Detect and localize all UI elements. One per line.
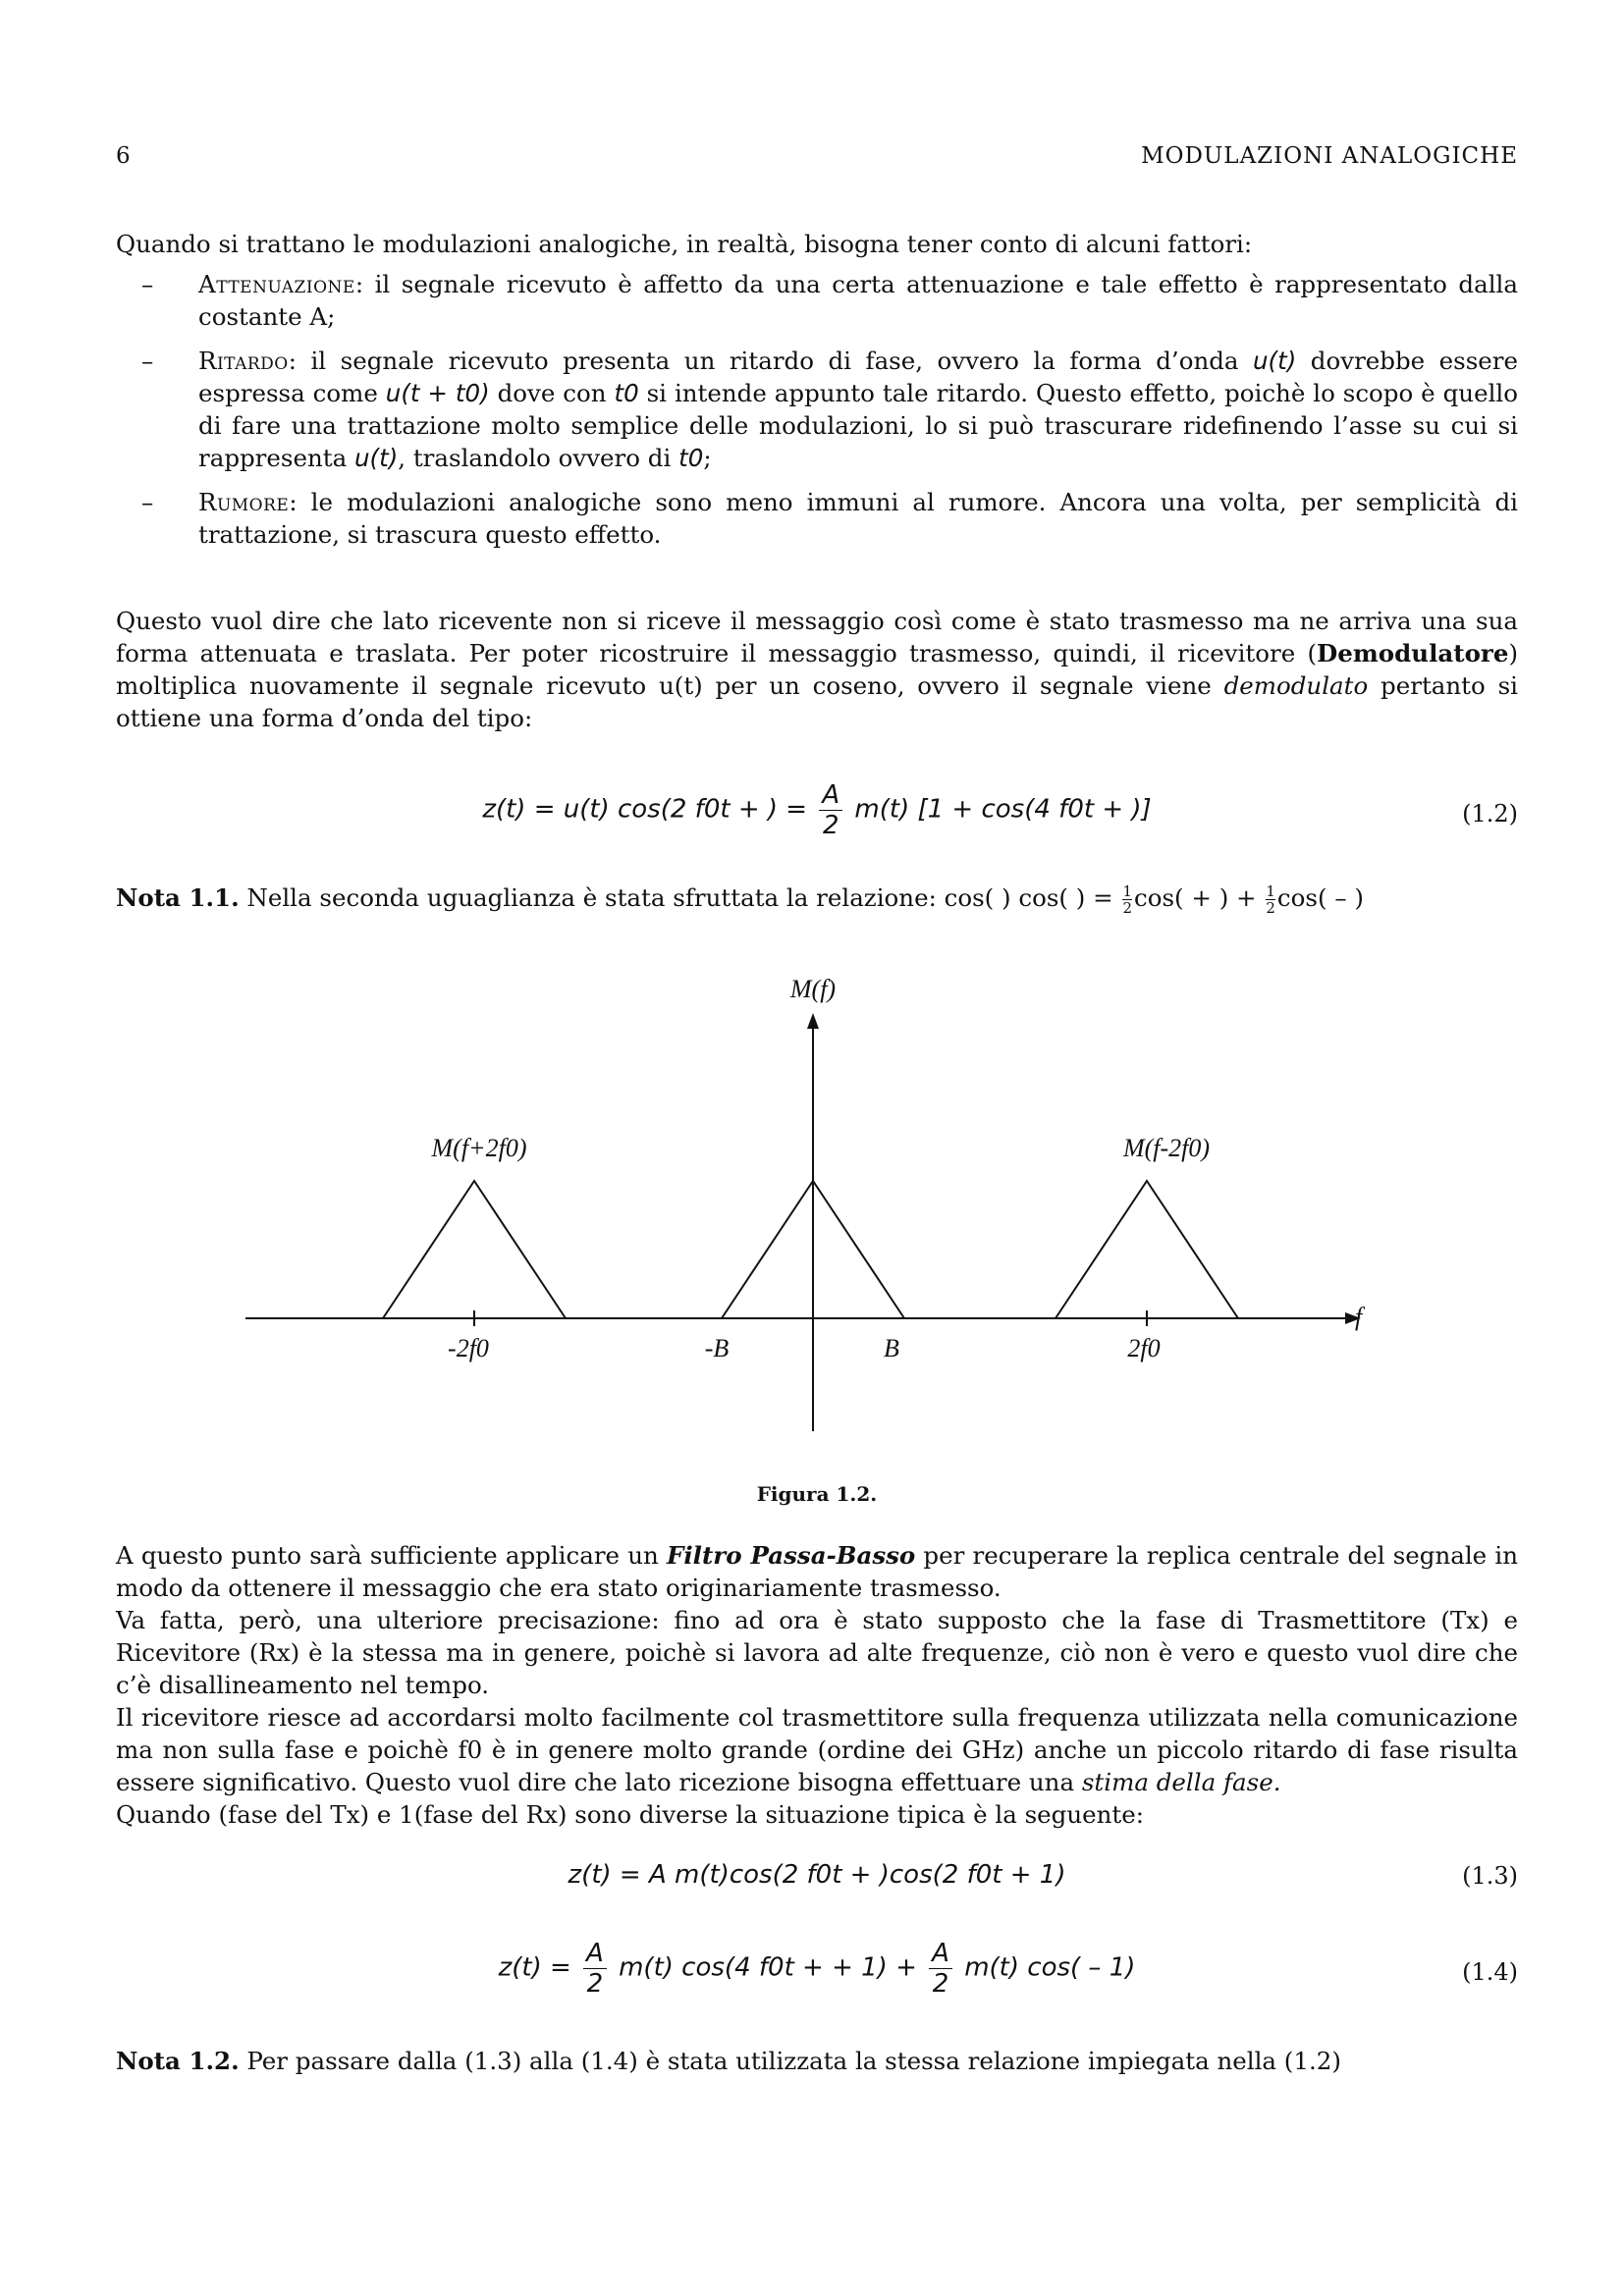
nota-1-1-mid: cos( + ) +: [1133, 883, 1257, 912]
fraction-a-over-2: [929, 1939, 952, 1999]
text-ritardo-b: dovrebbe essere espressa come: [198, 347, 1518, 407]
eq12-rhs: m(t) [1 + cos(4 f0t + )]: [854, 794, 1152, 825]
nota-1-1: [116, 883, 1518, 916]
tick-label-2f0: 2f0: [1127, 1334, 1161, 1362]
nota-1-1-end: cos( – ): [1276, 883, 1364, 912]
eq14-den-1: 2: [586, 1969, 604, 1999]
left-triangle: [383, 1181, 566, 1318]
math-t0: t0: [614, 379, 639, 407]
math-u-t-2: u(t): [354, 444, 399, 472]
term-demodulato: demodulato: [1223, 671, 1369, 700]
equation-1-2: [116, 780, 1518, 849]
text-attenuazione: : il segnale ricevuto è affetto da una certa attenuazione e tale effetto è rappresentato dalla costante A;: [198, 270, 1518, 331]
equation-1-2-expr: [116, 780, 1518, 840]
list-item-ritardo: [116, 345, 1518, 474]
eq13-expr: z(t) = A m(t)cos(2 f0t + )cos(2 f0t + 1): [568, 1860, 1066, 1890]
fraction-a-over-2: [819, 780, 842, 840]
nota-1-1-text: Nella seconda uguaglianza è stata sfruttata la relazione: cos( ) cos( ) =: [239, 883, 1113, 912]
equation-tag-1-4: (1.4): [1462, 1958, 1518, 1986]
nota-1-1-label: Nota 1.1.: [116, 883, 240, 912]
text-ritardo-d: si intende appunto tale ritardo. Questo effetto, poichè lo scopo è quello di fare una trattazione molto semplice delle modulazioni, lo si può trascurare ridefinendo l’asse su cui si rappresenta: [198, 379, 1518, 472]
equation-tag-1-2: (1.2): [1462, 800, 1518, 828]
right-triangle: [1056, 1181, 1238, 1318]
p3-block-2: Va fatta, però, una ulteriore precisazione: fino ad ora è stato supposto che la fase di Trasmettitore (Tx) e Ricevitore (Rx) è la stessa ma in genere, poichè si lavora ad alte frequenze, ciò non è vero e questo vuol dire che c’è disallineamento nel tempo.: [116, 1606, 1518, 1699]
intro-section: [116, 228, 1518, 562]
term-filtro-passa-basso: Filtro Passa-Basso: [666, 1541, 916, 1570]
tick-label-minus-b: -B: [704, 1334, 730, 1362]
eq14-lhs: z(t) =: [498, 1952, 571, 1983]
half-den: 2: [1266, 899, 1275, 917]
list-dash: –: [141, 347, 154, 375]
equation-1-4-expr: [116, 1939, 1518, 1999]
eq14-num-1: A: [583, 1939, 607, 1969]
math-u-t: u(t): [1253, 347, 1297, 375]
equation-1-3-expr: [116, 1860, 1518, 1890]
p3-block-4: Quando (fase del Tx) e 1(fase del Rx) sono diverse la situazione tipica è la seguente:: [116, 1800, 1145, 1829]
page-number: 6: [116, 143, 132, 169]
intro-paragraph: Quando si trattano le modulazioni analogiche, in realtà, bisogna tener conto di alcuni fattori:: [116, 230, 1253, 258]
term-stima-fase: stima della fase.: [1081, 1768, 1281, 1796]
text-rumore: : le modulazioni analogiche sono meno immuni al rumore. Ancora una volta, per semplicità di trattazione, si trascura questo effetto.: [198, 488, 1518, 549]
text-ritardo-e: , traslandolo ovvero di: [398, 444, 679, 472]
p3-block-1: [116, 1539, 1518, 1604]
spectrum-figure: [236, 970, 1375, 1441]
half-num: 1: [1266, 882, 1275, 900]
half-num: 1: [1122, 882, 1132, 900]
term-rumore: Rumore: [198, 488, 290, 516]
term-demodulatore: Demodulatore: [1317, 639, 1509, 667]
list-item-rumore: [116, 486, 1518, 551]
list-item-attenuazione: [116, 268, 1518, 333]
eq14-num-2: A: [929, 1939, 952, 1969]
nota-1-2: [116, 2047, 1518, 2075]
fraction-half: [1266, 883, 1275, 916]
nota-1-2-text: Per passare dalla (1.3) alla (1.4) è stata utilizzata la stessa relazione impiegata nella (1.2): [239, 2047, 1341, 2075]
tick-label-b: B: [884, 1334, 899, 1362]
term-attenuazione: Attenuazione: [198, 270, 355, 298]
y-axis-label: M(f): [789, 975, 837, 1003]
eq14-end: m(t) cos( – 1): [964, 1952, 1136, 1983]
eq14-mid: m(t) cos(4 f0t + + 1) +: [619, 1952, 917, 1983]
y-axis-arrow: [807, 1013, 819, 1029]
equation-1-3: [116, 1860, 1518, 1899]
eq12-num: A: [819, 780, 842, 811]
p2-text-b: ) moltiplica nuovamente il segnale ricevuto u(t) per un coseno, ovvero il segnale viene: [116, 639, 1518, 700]
paragraph-filter: [116, 1539, 1518, 1831]
p3-block-3: [116, 1701, 1518, 1798]
x-axis-label: f: [1355, 1303, 1363, 1331]
paragraph-demodulation: [116, 605, 1518, 734]
text-ritardo-c: dove con: [489, 379, 615, 407]
p2-text-c: pertanto si ottiene una forma d’onda del tipo:: [116, 671, 1518, 732]
half-den: 2: [1122, 899, 1132, 917]
list-dash: –: [141, 270, 154, 298]
tick-label-minus-2f0: -2f0: [448, 1334, 489, 1362]
eq12-den: 2: [822, 811, 839, 840]
list-dash: –: [141, 488, 154, 516]
eq12-lhs: z(t) = u(t) cos(2 f0t + ) =: [482, 794, 808, 825]
term-ritardo: Ritardo: [198, 347, 289, 375]
eq14-den-2: 2: [932, 1969, 949, 1999]
math-t0-2: t0: [678, 444, 704, 472]
equation-tag-1-3: (1.3): [1462, 1862, 1518, 1890]
right-peak-label: M(f-2f0): [1122, 1134, 1211, 1162]
text-ritardo-f: ;: [703, 444, 712, 472]
p2-text-a: Questo vuol dire che lato ricevente non si riceve il messaggio così come è stato trasmesso ma ne arriva una sua forma attenuata e traslata. Per poter ricostruire il messaggio trasmesso, quindi, il ricevitore (: [116, 607, 1518, 667]
nota-1-2-label: Nota 1.2.: [116, 2047, 240, 2075]
fraction-a-over-2: [583, 1939, 607, 1999]
math-u-t-t0: u(t + t0): [385, 379, 490, 407]
equation-1-4: [116, 1939, 1518, 2007]
p3-text-a: A questo punto sarà sufficiente applicare un: [116, 1541, 667, 1570]
left-peak-label: M(f+2f0): [431, 1134, 527, 1162]
page-header: [116, 143, 1518, 177]
text-ritardo-a: : il segnale ricevuto presenta un ritardo di fase, ovvero la forma d’onda: [288, 347, 1254, 375]
p3-text-d: Il ricevitore riesce ad accordarsi molto facilmente col trasmettitore sulla frequenza utilizzata nella comunicazione ma non sulla fase e poichè f0 è in genere molto grande (ordine dei GHz) anche un piccolo ritardo di fase risulta essere significativo. Questo vuol dire che lato ricezione bisogna effettuare una: [116, 1703, 1518, 1796]
fraction-half: [1122, 883, 1132, 916]
chapter-title: MODULAZIONI ANALOGICHE: [1141, 143, 1518, 169]
figure-caption: Figura 1.2.: [756, 1482, 878, 1506]
factors-list: [116, 268, 1518, 551]
p3-text-b: per recuperare la replica centrale del segnale in modo da ottenere il messaggio che era stato originariamente trasmesso.: [116, 1541, 1518, 1602]
